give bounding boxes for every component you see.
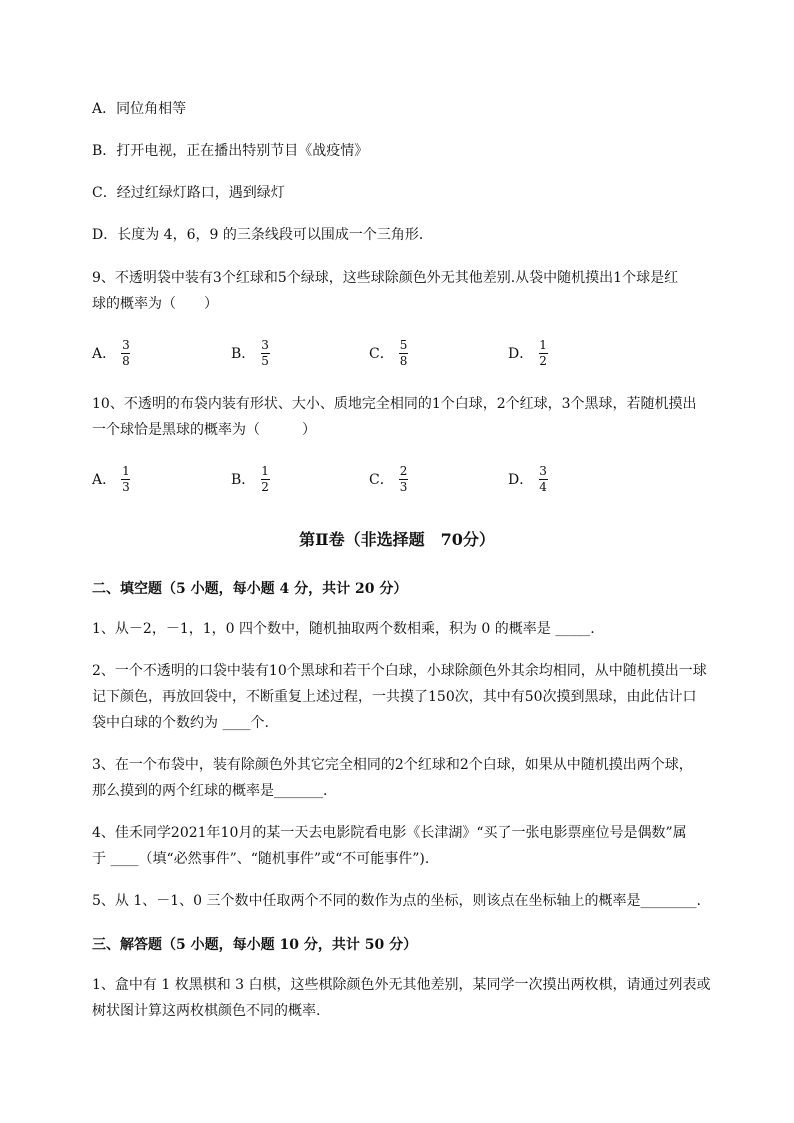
q10-option-c bbox=[369, 459, 409, 499]
fraction bbox=[120, 339, 132, 368]
fill-q4-line1: 4、佳禾同学2021年10月的某一天去电影院看电影《长津湖》“买了一张电影票座位号是偶数”属 bbox=[92, 825, 687, 841]
fill-q4-line2: 于 ____（填“必然事件”、“随机事件”或“不可能事件”). bbox=[92, 851, 430, 867]
option-label: D． bbox=[508, 346, 534, 362]
q10-stem-line1: 10、不透明的布袋内装有形状、大小、质地完全相同的1个白球，2个红球，3个黑球，若随机摸出 bbox=[92, 396, 697, 412]
q10-options bbox=[92, 459, 692, 499]
fill-q2-line3: 袋中白球的个数约为 ____个. bbox=[92, 715, 269, 731]
option-label: C． bbox=[369, 346, 394, 362]
fill-q3-line2: 那么摸到的两个红球的概率是_______. bbox=[92, 783, 328, 799]
numerator: 1 bbox=[122, 463, 130, 478]
q9-options bbox=[92, 333, 692, 373]
numerator: 3 bbox=[539, 463, 547, 478]
q9-option-b bbox=[231, 333, 271, 373]
option-label: B． bbox=[231, 472, 256, 488]
numerator: 5 bbox=[399, 337, 408, 352]
option-label: A． bbox=[92, 472, 117, 488]
fill-q2-line1: 2、一个不透明的口袋中装有10个黑球和若干个白球，小球除颜色外其余均相同，从中随机摸出一球 bbox=[92, 663, 707, 679]
fraction bbox=[537, 465, 549, 494]
fill-q5: 5、从 1、－1、0 三个数中任取两个不同的数作为点的坐标，则该点在坐标轴上的概率是________. bbox=[92, 893, 701, 909]
fill-q2-line2: 记下颜色，再放回袋中，不断重复上述过程，一共摸了150次，其中有50次摸到黑球，由此估计口 bbox=[92, 689, 697, 705]
denominator: 2 bbox=[261, 479, 269, 494]
answer-q1-line1: 1、盒中有 1 枚黑棋和 3 白棋，这些棋除颜色外无其他差别，某同学一次摸出两枚棋，请通过列表或 bbox=[92, 977, 711, 993]
denominator: 2 bbox=[539, 353, 547, 368]
fill-q3-line1: 3、在一个布袋中，装有除颜色外其它完全相同的2个红球和2个白球，如果从中随机摸出两个球， bbox=[92, 757, 693, 773]
q9-stem-line1: 9、不透明袋中装有3个红球和5个绿球，这些球除颜色外无其他差别.从袋中随机摸出1个球是红 bbox=[92, 270, 679, 286]
q8-option-b: B．打开电视，正在播出特别节目《战疫情》 bbox=[92, 143, 369, 159]
fraction bbox=[398, 339, 410, 368]
q8-option-c: C．经过红绿灯路口，遇到绿灯 bbox=[92, 185, 285, 201]
q8-option-d: D．长度为 4，6，9 的三条线段可以围成一个三角形． bbox=[92, 227, 433, 243]
fraction bbox=[398, 465, 410, 494]
q10-option-b bbox=[231, 459, 271, 499]
denominator: 3 bbox=[122, 479, 130, 494]
part2-title: 第Ⅱ卷（非选择题 70分） bbox=[299, 530, 495, 549]
numerator: 1 bbox=[539, 337, 547, 352]
q9-option-c bbox=[369, 333, 409, 373]
q10-option-d bbox=[508, 459, 549, 499]
fraction bbox=[259, 465, 271, 494]
q8-option-a: A．同位角相等 bbox=[92, 101, 187, 117]
fraction bbox=[259, 339, 271, 368]
denominator: 8 bbox=[122, 353, 130, 368]
denominator: 3 bbox=[399, 479, 408, 494]
fill-q1: 1、从－2，－1，1，0 四个数中，随机抽取两个数相乘，积为 0 的概率是 _____. bbox=[92, 621, 595, 637]
option-label: D． bbox=[508, 472, 534, 488]
q10-stem-line2: 一个球恰是黑球的概率为（ ） bbox=[92, 422, 316, 438]
denominator: 5 bbox=[261, 353, 269, 368]
q10-option-a bbox=[92, 459, 132, 499]
section3-title: 三、解答题（5 小题，每小题 10 分，共计 50 分） bbox=[92, 937, 418, 953]
numerator: 2 bbox=[399, 463, 408, 478]
numerator: 1 bbox=[261, 463, 269, 478]
option-label: C． bbox=[369, 472, 394, 488]
q9-stem-line2: 球的概率为（ ） bbox=[92, 296, 218, 312]
option-label: B． bbox=[231, 346, 256, 362]
q9-option-d bbox=[508, 333, 549, 373]
q9-option-a bbox=[92, 333, 132, 373]
denominator: 8 bbox=[399, 353, 408, 368]
numerator: 3 bbox=[122, 337, 130, 352]
fraction bbox=[537, 339, 549, 368]
section2-title: 二、填空题（5 小题，每小题 4 分，共计 20 分） bbox=[92, 581, 408, 597]
option-label: A． bbox=[92, 346, 117, 362]
fraction bbox=[120, 465, 132, 494]
numerator: 3 bbox=[261, 337, 269, 352]
denominator: 4 bbox=[539, 479, 547, 494]
answer-q1-line2: 树状图计算这两枚棋颜色不同的概率. bbox=[92, 1003, 321, 1019]
